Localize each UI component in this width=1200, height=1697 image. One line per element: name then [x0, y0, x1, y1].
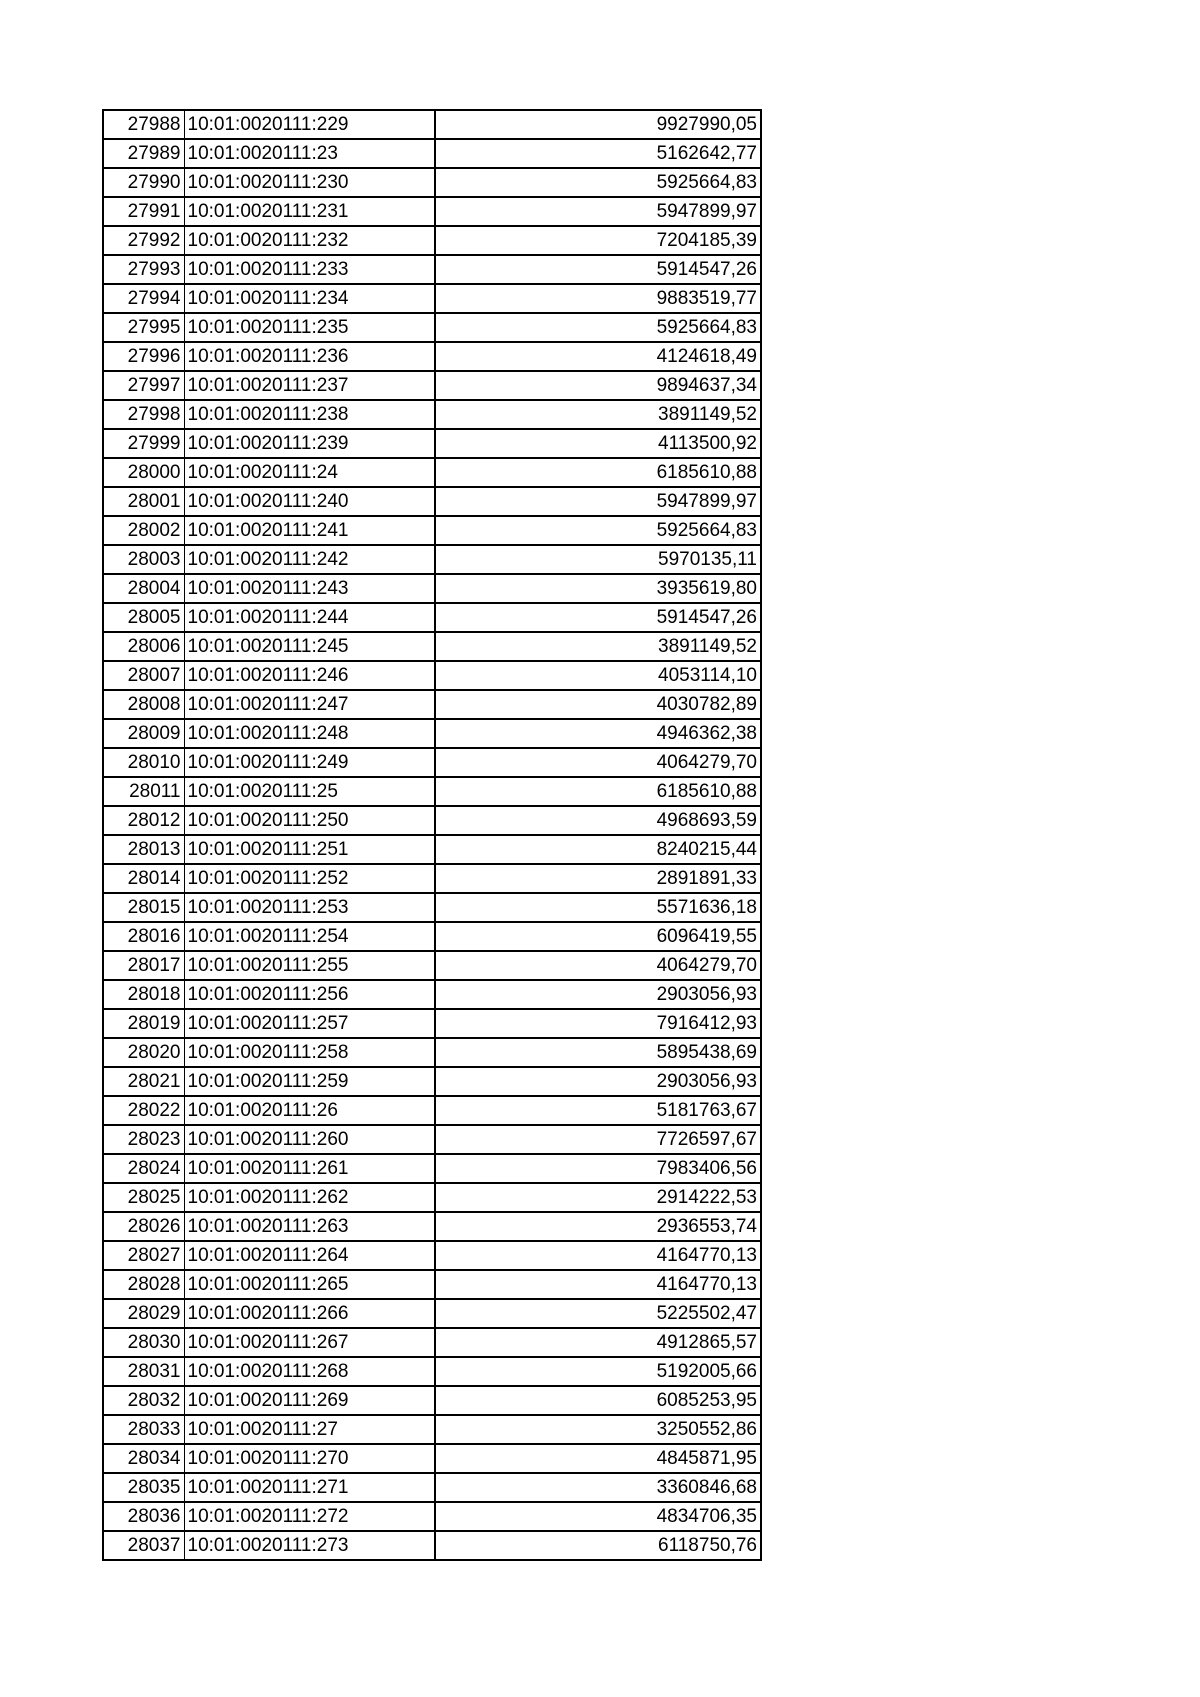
- value-cell: 2903056,93: [435, 1067, 761, 1096]
- value-cell: 4164770,13: [435, 1270, 761, 1299]
- row-number-cell: 28008: [103, 690, 184, 719]
- table-row: [103, 1328, 761, 1357]
- cadastral-number-cell: 10:01:0020111:235: [184, 313, 435, 342]
- value-cell: 9894637,34: [435, 371, 761, 400]
- cadastral-number-cell: 10:01:0020111:267: [184, 1328, 435, 1357]
- table-row: [103, 342, 761, 371]
- row-number-cell: 28026: [103, 1212, 184, 1241]
- value-cell: 4845871,95: [435, 1444, 761, 1473]
- row-number-cell: 28005: [103, 603, 184, 632]
- cadastral-number-cell: 10:01:0020111:270: [184, 1444, 435, 1473]
- row-number-cell: 28029: [103, 1299, 184, 1328]
- table-row: [103, 980, 761, 1009]
- row-number-cell: 28020: [103, 1038, 184, 1067]
- table-row: [103, 661, 761, 690]
- table-row: [103, 487, 761, 516]
- cadastral-number-cell: 10:01:0020111:236: [184, 342, 435, 371]
- table-row: [103, 1386, 761, 1415]
- value-cell: 5914547,26: [435, 603, 761, 632]
- value-cell: 4968693,59: [435, 806, 761, 835]
- table-row: [103, 574, 761, 603]
- table-row: [103, 284, 761, 313]
- cadastral-number-cell: 10:01:0020111:271: [184, 1473, 435, 1502]
- table-row: [103, 1415, 761, 1444]
- value-cell: 5947899,97: [435, 487, 761, 516]
- cadastral-number-cell: 10:01:0020111:262: [184, 1183, 435, 1212]
- table-row: [103, 748, 761, 777]
- cadastral-number-cell: 10:01:0020111:261: [184, 1154, 435, 1183]
- cadastral-number-cell: 10:01:0020111:266: [184, 1299, 435, 1328]
- row-number-cell: 27995: [103, 313, 184, 342]
- cadastral-number-cell: 10:01:0020111:232: [184, 226, 435, 255]
- row-number-cell: 28024: [103, 1154, 184, 1183]
- table-row: [103, 922, 761, 951]
- table-row: [103, 690, 761, 719]
- row-number-cell: 27991: [103, 197, 184, 226]
- cadastral-number-cell: 10:01:0020111:272: [184, 1502, 435, 1531]
- value-cell: 9927990,05: [656, 114, 757, 135]
- cadastral-number-cell: 10:01:0020111:27: [184, 1415, 435, 1444]
- row-number-cell: 27999: [103, 429, 184, 458]
- cadastral-number-cell: 10:01:0020111:242: [184, 545, 435, 574]
- row-number-cell: 28010: [103, 748, 184, 777]
- cadastral-number-cell: 10:01:0020111:24: [184, 458, 435, 487]
- table-row: [103, 632, 761, 661]
- cadastral-number-cell: 10:01:0020111:263: [184, 1212, 435, 1241]
- table-row: [103, 313, 761, 342]
- cadastral-number-cell: 10:01:0020111:23: [184, 139, 435, 168]
- value-cell: 7204185,39: [435, 226, 761, 255]
- value-cell: 3250552,86: [435, 1415, 761, 1444]
- table-row: [103, 1299, 761, 1328]
- table-row: [103, 1270, 761, 1299]
- table-row: [103, 1473, 761, 1502]
- table-row: [103, 777, 761, 806]
- value-cell: 6185610,88: [435, 777, 761, 806]
- cadastral-number-cell: 10:01:0020111:241: [184, 516, 435, 545]
- table-row: [103, 226, 761, 255]
- row-number-cell: 27998: [103, 400, 184, 429]
- value-cell: 4053114,10: [435, 661, 761, 690]
- row-number-cell: 27994: [103, 284, 184, 313]
- table-row: [103, 255, 761, 284]
- row-number-cell: 28004: [103, 574, 184, 603]
- data-table: [102, 109, 762, 1561]
- cadastral-number-cell: 10:01:0020111:243: [184, 574, 435, 603]
- row-number-cell: 28033: [103, 1415, 184, 1444]
- row-number-cell: 28035: [103, 1473, 184, 1502]
- row-number-cell: 28019: [103, 1009, 184, 1038]
- value-cell: 5970135,11: [435, 545, 761, 574]
- value-cell: 7726597,67: [435, 1125, 761, 1154]
- table-row: [103, 1038, 761, 1067]
- row-number-cell: 28037: [103, 1531, 184, 1560]
- table-row: [103, 1502, 761, 1531]
- value-cell: 7983406,56: [435, 1154, 761, 1183]
- cadastral-number-cell: 10:01:0020111:258: [184, 1038, 435, 1067]
- cadastral-number-cell: 10:01:0020111:237: [184, 371, 435, 400]
- row-number-cell: 28018: [103, 980, 184, 1009]
- value-cell: 6185610,88: [435, 458, 761, 487]
- value-cell: 4912865,57: [435, 1328, 761, 1357]
- value-cell: 3935619,80: [435, 574, 761, 603]
- cadastral-number-cell: 10:01:0020111:234: [184, 284, 435, 313]
- row-number-cell: 28031: [103, 1357, 184, 1386]
- cadastral-number-cell: 10:01:0020111:248: [184, 719, 435, 748]
- table-row: [103, 371, 761, 400]
- table-row: [103, 1531, 761, 1560]
- row-number-cell: 28016: [103, 922, 184, 951]
- value-cell: 5947899,97: [435, 197, 761, 226]
- value-cell: 7916412,93: [435, 1009, 761, 1038]
- cadastral-number-cell: 10:01:0020111:250: [184, 806, 435, 835]
- cadastral-number-cell: 10:01:0020111:253: [184, 893, 435, 922]
- value-cell: 4064279,70: [435, 951, 761, 980]
- cadastral-number-cell: 10:01:0020111:25: [184, 777, 435, 806]
- cadastral-number-cell: 10:01:0020111:245: [184, 632, 435, 661]
- row-number-cell: 28022: [103, 1096, 184, 1125]
- value-cell: 4946362,38: [435, 719, 761, 748]
- value-cell: 4124618,49: [435, 342, 761, 371]
- table-row: [103, 806, 761, 835]
- row-number-cell: 28011: [103, 777, 184, 806]
- cadastral-number-cell: 10:01:0020111:240: [184, 487, 435, 516]
- row-number-cell: 28017: [103, 951, 184, 980]
- row-number-cell: 28001: [103, 487, 184, 516]
- row-number-cell: 28025: [103, 1183, 184, 1212]
- cadastral-number-cell: 10:01:0020111:252: [184, 864, 435, 893]
- table-row: [103, 1241, 761, 1270]
- table-row: [103, 1009, 761, 1038]
- cadastral-number-cell: 10:01:0020111:268: [184, 1357, 435, 1386]
- value-cell: 3891149,52: [435, 400, 761, 429]
- cadastral-number-cell: 10:01:0020111:251: [184, 835, 435, 864]
- row-number-cell: 28009: [103, 719, 184, 748]
- row-number-cell: 28036: [103, 1502, 184, 1531]
- table-row: [103, 516, 761, 545]
- table-row: [103, 429, 761, 458]
- value-cell: 2936553,74: [435, 1212, 761, 1241]
- row-number-cell: 28012: [103, 806, 184, 835]
- table-row: [103, 168, 761, 197]
- value-cell: 5181763,67: [435, 1096, 761, 1125]
- table-row: [103, 1154, 761, 1183]
- value-cell: 2914222,53: [435, 1183, 761, 1212]
- cadastral-number-cell: 10:01:0020111:244: [184, 603, 435, 632]
- table-row: [103, 197, 761, 226]
- table-row: [103, 110, 761, 139]
- cadastral-number-cell: 10:01:0020111:238: [184, 400, 435, 429]
- row-number-cell: 27989: [103, 139, 184, 168]
- row-number-cell: 28000: [103, 458, 184, 487]
- cadastral-number-cell: 10:01:0020111:246: [184, 661, 435, 690]
- cadastral-number-cell: 10:01:0020111:273: [184, 1531, 435, 1560]
- row-number-cell: 28034: [103, 1444, 184, 1473]
- row-number-cell: 28002: [103, 516, 184, 545]
- value-cell: 5162642,77: [435, 139, 761, 168]
- row-number-cell: 28021: [103, 1067, 184, 1096]
- cadastral-number-cell: 10:01:0020111:256: [184, 980, 435, 1009]
- cadastral-number-cell: 10:01:0020111:254: [184, 922, 435, 951]
- value-cell: 4164770,13: [435, 1241, 761, 1270]
- value-cell: 2891891,33: [435, 864, 761, 893]
- table-row: [103, 893, 761, 922]
- value-cell: 9883519,77: [435, 284, 761, 313]
- cadastral-number-cell: 10:01:0020111:231: [184, 197, 435, 226]
- row-number-cell: 28013: [103, 835, 184, 864]
- table-row: [103, 1183, 761, 1212]
- value-cell: 6096419,55: [435, 922, 761, 951]
- value-cell: 5571636,18: [435, 893, 761, 922]
- table-body: [103, 110, 761, 1560]
- value-cell: 5925664,83: [435, 313, 761, 342]
- row-number-cell: 27992: [103, 226, 184, 255]
- value-cell: 2903056,93: [435, 980, 761, 1009]
- table-row: [103, 835, 761, 864]
- value-cell: 5925664,83: [435, 516, 761, 545]
- row-number-cell: 28032: [103, 1386, 184, 1415]
- row-number-cell: 28028: [103, 1270, 184, 1299]
- row-number-cell: 27997: [103, 371, 184, 400]
- row-number-cell: 27988: [103, 110, 184, 139]
- row-number-cell: 28023: [103, 1125, 184, 1154]
- row-number-cell: 28014: [103, 864, 184, 893]
- value-cell: 5895438,69: [435, 1038, 761, 1067]
- table-row: [103, 1067, 761, 1096]
- cadastral-number-cell: 10:01:0020111:26: [184, 1096, 435, 1125]
- value-cell: 4064279,70: [435, 748, 761, 777]
- row-number-cell: 27993: [103, 255, 184, 284]
- cadastral-number-cell: 10:01:0020111:260: [184, 1125, 435, 1154]
- value-cell: 4113500,92: [435, 429, 761, 458]
- row-number-cell: 28027: [103, 1241, 184, 1270]
- table-row: [103, 1357, 761, 1386]
- value-cell: 3360846,68: [435, 1473, 761, 1502]
- table-row: [103, 1444, 761, 1473]
- table-row: [103, 603, 761, 632]
- row-number-cell: 28006: [103, 632, 184, 661]
- cadastral-number-cell: 10:01:0020111:255: [184, 951, 435, 980]
- cadastral-number-cell: 10:01:0020111:249: [184, 748, 435, 777]
- table-row: [103, 1125, 761, 1154]
- row-number-cell: 28015: [103, 893, 184, 922]
- row-number-cell: 27990: [103, 168, 184, 197]
- table-row: [103, 545, 761, 574]
- table-row: [103, 400, 761, 429]
- value-cell: 6085253,95: [435, 1386, 761, 1415]
- value-cell: 8240215,44: [435, 835, 761, 864]
- row-number-cell: 27996: [103, 342, 184, 371]
- table-row: [103, 1096, 761, 1125]
- value-cell: 4030782,89: [435, 690, 761, 719]
- value-cell: 5925664,83: [435, 168, 761, 197]
- cadastral-number-cell: 10:01:0020111:257: [184, 1009, 435, 1038]
- value-cell: 5914547,26: [435, 255, 761, 284]
- value-cell: 4834706,35: [435, 1502, 761, 1531]
- table-row: [103, 139, 761, 168]
- cadastral-number-cell: 10:01:0020111:229: [184, 110, 435, 139]
- row-number-cell: 28003: [103, 545, 184, 574]
- table-row: [103, 719, 761, 748]
- cadastral-number-cell: 10:01:0020111:269: [184, 1386, 435, 1415]
- cadastral-number-cell: 10:01:0020111:239: [184, 429, 435, 458]
- cadastral-number-cell: 10:01:0020111:233: [184, 255, 435, 284]
- table-row: [103, 458, 761, 487]
- cadastral-number-cell: 10:01:0020111:264: [184, 1241, 435, 1270]
- table-row: [103, 1212, 761, 1241]
- table-row: [103, 951, 761, 980]
- value-cell: 3891149,52: [435, 632, 761, 661]
- row-number-cell: 28007: [103, 661, 184, 690]
- cadastral-number-cell: 10:01:0020111:259: [184, 1067, 435, 1096]
- cadastral-number-cell: 10:01:0020111:265: [184, 1270, 435, 1299]
- table-row: [103, 864, 761, 893]
- cadastral-number-cell: 10:01:0020111:247: [184, 690, 435, 719]
- row-number-cell: 28030: [103, 1328, 184, 1357]
- value-cell: 6118750,76: [435, 1531, 761, 1560]
- value-cell: 5225502,47: [435, 1299, 761, 1328]
- value-cell: 5192005,66: [435, 1357, 761, 1386]
- cadastral-number-cell: 10:01:0020111:230: [184, 168, 435, 197]
